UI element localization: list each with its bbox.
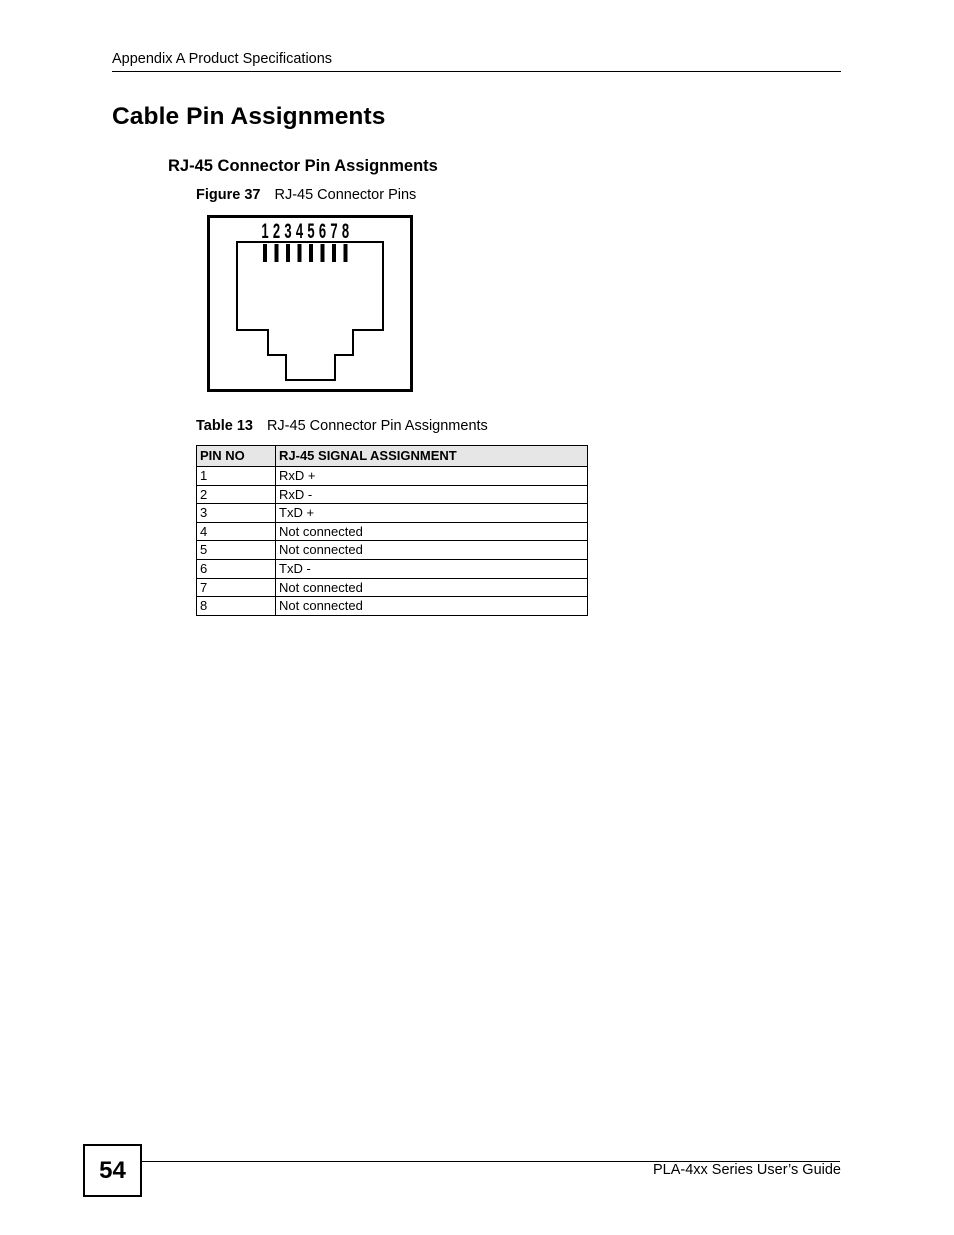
- rj45-connector-diagram: [207, 215, 415, 393]
- pin-number-cell: 7: [197, 578, 276, 597]
- signal-cell: Not connected: [276, 578, 588, 597]
- pin-number-cell: 1: [197, 467, 276, 486]
- pin-number-cell: 4: [197, 522, 276, 541]
- pin-contact: [309, 244, 313, 262]
- pin-number-label: 6: [318, 218, 327, 243]
- table-row: [197, 467, 588, 486]
- pin-number-label: 5: [307, 218, 315, 243]
- pin-number-label: 1: [261, 218, 269, 243]
- signal-cell: Not connected: [276, 597, 588, 616]
- table-row: [197, 522, 588, 541]
- table-row: [197, 504, 588, 523]
- table-row: [197, 578, 588, 597]
- section-subtitle: RJ-45 Connector Pin Assignments: [168, 157, 438, 175]
- pin-number-cell: 6: [197, 559, 276, 578]
- pin-number-label: 4: [295, 218, 304, 243]
- pin-number-label: 8: [341, 218, 350, 243]
- figure-label: Figure 37: [196, 187, 261, 203]
- table-row: [197, 485, 588, 504]
- table-caption-text: RJ-45 Connector Pin Assignments: [266, 418, 488, 434]
- column-header-signal: RJ-45 SIGNAL ASSIGNMENT: [276, 446, 588, 467]
- pin-contact: [321, 244, 325, 262]
- figure-caption: [196, 187, 416, 203]
- pin-contact: [263, 244, 267, 262]
- pin-number-label: 2: [272, 218, 281, 243]
- pin-assignment-table: [196, 445, 588, 616]
- signal-cell: Not connected: [276, 522, 588, 541]
- figure-caption-text: RJ-45 Connector Pins: [274, 187, 417, 203]
- pin-contact: [298, 244, 302, 262]
- signal-cell: TxD +: [276, 504, 588, 523]
- signal-cell: RxD -: [276, 485, 588, 504]
- table-row: [197, 559, 588, 578]
- signal-cell: TxD -: [276, 559, 588, 578]
- header-divider: [112, 71, 841, 72]
- table-row: [197, 597, 588, 616]
- page-number: 54: [83, 1144, 142, 1197]
- guide-title: PLA-4xx Series User’s Guide: [652, 1162, 841, 1178]
- table-row: [197, 541, 588, 560]
- pin-number-cell: 5: [197, 541, 276, 560]
- pin-contact: [344, 244, 348, 262]
- pin-contact: [332, 244, 336, 262]
- signal-cell: Not connected: [276, 541, 588, 560]
- column-header-pin-no: PIN NO: [197, 446, 276, 467]
- pin-number-cell: 8: [197, 597, 276, 616]
- pin-number-label: 7: [330, 218, 338, 243]
- signal-cell: RxD +: [276, 467, 588, 486]
- table-caption: [196, 418, 488, 434]
- table-header-row: [197, 446, 588, 467]
- running-header: Appendix A Product Specifications: [112, 51, 333, 67]
- pin-number-cell: 2: [197, 485, 276, 504]
- pin-contact: [275, 244, 279, 262]
- table-label: Table 13: [196, 418, 253, 434]
- pin-number-cell: 3: [197, 504, 276, 523]
- pin-number-label: 3: [284, 218, 292, 243]
- pin-contact: [286, 244, 290, 262]
- page-title: Cable Pin Assignments: [112, 103, 386, 130]
